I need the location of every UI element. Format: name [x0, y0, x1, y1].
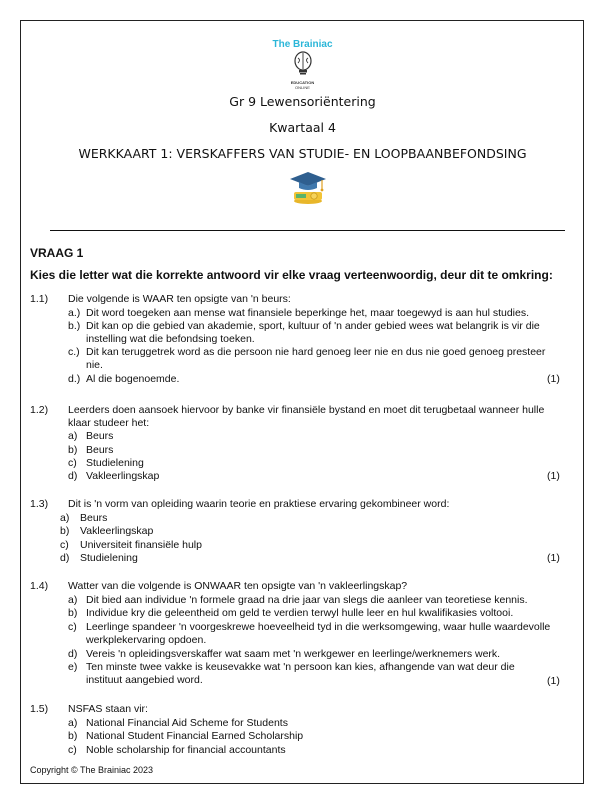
option-letter: d.) [68, 373, 81, 385]
header-divider [50, 230, 565, 231]
option-letter: a.) [68, 307, 81, 319]
option-letter: b) [68, 444, 78, 456]
question-number: 1.5) [30, 703, 49, 715]
option-text: instituut aangebied word. [86, 674, 203, 687]
term-title: Kwartaal 4 [269, 120, 336, 135]
question-stem: Die volgende is WAAR ten opsigte van 'n beurs: [68, 293, 291, 305]
option-text: Beurs [80, 512, 108, 524]
mark-allocation: (1) [547, 552, 560, 564]
option-text: Individue kry die geleentheid om geld te verdien terwyl hulle leer en hul kwalifikasies voltooi. [86, 607, 514, 619]
option-letter: b) [68, 730, 78, 742]
option-text: nie. [86, 359, 103, 372]
option-text: Vakleerlingskap [86, 470, 160, 482]
option-text: Studielening [80, 552, 138, 564]
option-text: Ten minste twee vakke is keusevakke wat 'n persoon kan kies, afhangende van wat deur die [86, 661, 515, 673]
option-letter: d) [60, 552, 70, 564]
question-heading: VRAAG 1 [30, 246, 84, 260]
option-text: Dit word toegeken aan mense wat finansiele beperkinge het, maar toegewyd is aan hul studies. [86, 307, 530, 319]
question-number: 1.2) [30, 404, 49, 416]
worksheet-title: WERKKAART 1: VERSKAFFERS VAN STUDIE- EN LOOPBAANBEFONDSING [78, 146, 527, 161]
option-text: Dit bied aan individue 'n formele graad na drie jaar van slegs die aanleer van teoretiese kennis. [86, 594, 528, 606]
option-letter: c) [60, 539, 69, 551]
option-letter: b.) [68, 320, 81, 332]
option-letter: c.) [68, 346, 80, 358]
instruction-text: Kies die letter wat die korrekte antwoord vir elke vraag verteenwoordig, deur dit te omkring: [30, 268, 553, 282]
option-letter: c) [68, 621, 77, 633]
option-letter: b) [68, 607, 78, 619]
mark-allocation: (1) [547, 470, 560, 482]
option-text: Al die bogenoemde. [86, 373, 180, 385]
question-stem: klaar studeer het: [68, 417, 150, 430]
option-text: Studielening [86, 457, 144, 469]
option-letter: a) [60, 512, 70, 524]
brain-logo-icon [290, 50, 316, 78]
option-letter: b) [60, 525, 70, 537]
option-text: Noble scholarship for financial accountants [86, 744, 286, 756]
option-text: National Financial Aid Scheme for Students [86, 717, 288, 729]
option-letter: a) [68, 594, 78, 606]
option-letter: c) [68, 457, 77, 469]
option-text: National Student Financial Earned Scholarship [86, 730, 304, 742]
mark-allocation: (1) [547, 373, 560, 385]
question-stem: NSFAS staan vir: [68, 703, 148, 715]
option-text: Vereis 'n opleidingsverskaffer wat saam met 'n werkgewer en leerlinge/werknemers werk. [86, 648, 501, 660]
logo-subtitle: EDUCATION ONLINE [290, 80, 315, 90]
option-text: Dit kan op die gebied van akademie, sport, kultuur of 'n ander gebied wees wat belangrik is vir die [86, 320, 540, 332]
option-letter: d) [68, 648, 78, 660]
copyright-footer: Copyright © The Brainiac 2023 [30, 765, 154, 775]
question-stem: Dit is 'n vorm van opleiding waarin teorie en praktiese ervaring gekombineer word: [68, 498, 450, 510]
option-text: Beurs [86, 430, 114, 442]
option-letter: a) [68, 430, 78, 442]
option-text: Universiteit finansiële hulp [80, 539, 202, 551]
option-letter: e) [68, 661, 78, 673]
graduation-cap-money-icon [288, 168, 328, 206]
question-number: 1.4) [30, 580, 49, 592]
option-letter: d) [68, 470, 78, 482]
subject-title: Gr 9 Lewensoriëntering [229, 94, 376, 109]
option-text: Leerlinge spandeer 'n voorgeskrewe hoeveelheid tyd in die werksomgewing, waar hulle waardevolle [86, 621, 551, 633]
brand-name: The Brainiac [272, 39, 333, 50]
option-letter: a) [68, 717, 78, 729]
option-text: Dit kan teruggetrek word as die persoon nie hard genoeg leer nie en dus nie goed genoeg presteer [86, 346, 546, 358]
option-letter: c) [68, 744, 77, 756]
question-stem: Leerders doen aansoek hiervoor by banke vir finansiële bystand en moet dit terugbetaal wanneer hulle [68, 404, 545, 416]
option-text: Beurs [86, 444, 114, 456]
question-stem: Watter van die volgende is ONWAAR ten opsigte van 'n vakleerlingskap? [68, 580, 408, 592]
mark-allocation: (1) [547, 675, 560, 687]
question-number: 1.1) [30, 293, 49, 305]
option-text: Vakleerlingskap [80, 525, 154, 537]
question-number: 1.3) [30, 498, 49, 510]
option-text: werkplekervaring opdoen. [86, 634, 207, 647]
option-text: instelling wat die befondsing toeken. [86, 333, 255, 346]
